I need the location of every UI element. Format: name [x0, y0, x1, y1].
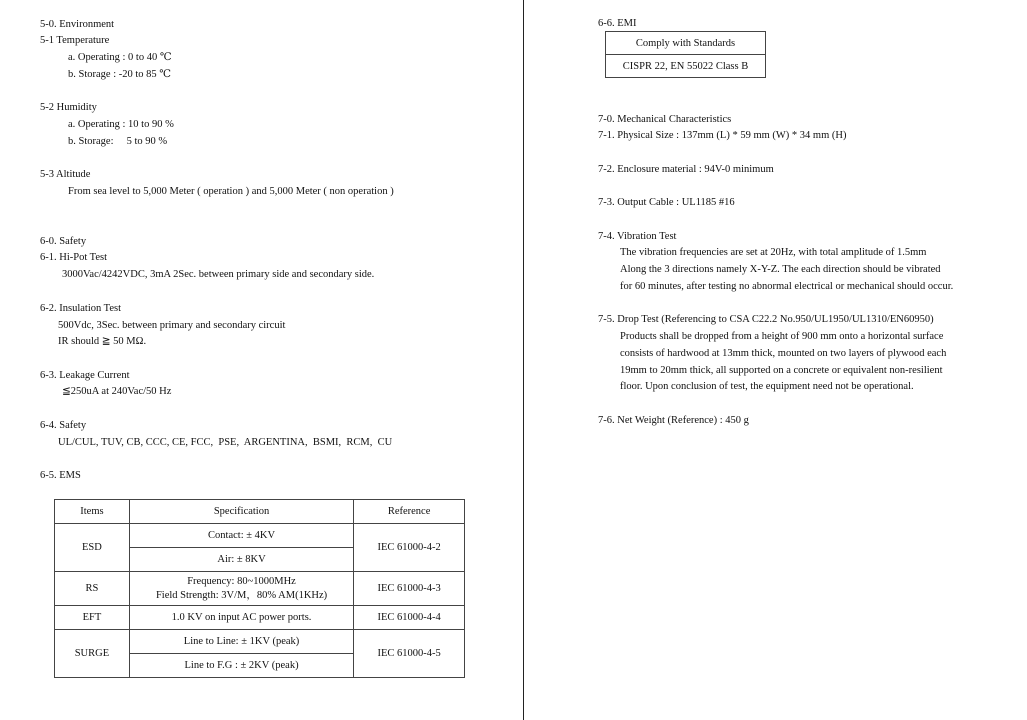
ems-rs-ref: IEC 61000-4-3 [354, 572, 465, 606]
ems-eft-item: EFT [55, 606, 130, 630]
emi-table [605, 31, 766, 78]
ems-rs-item: RS [55, 572, 130, 606]
ems-surge-spec-fg: Line to F.G : ± 2KV (peak) [129, 654, 353, 678]
output-cable: 7-3. Output Cable : UL1185 #16 [598, 197, 735, 208]
temperature-heading: 5-1 Temperature [40, 35, 110, 46]
drop-test-line-1: Products shall be dropped from a height of 900 mm onto a horizontal surface [620, 331, 944, 342]
drop-test-line-2: consists of hardwood at 13mm thick, mounted on two layers of plywood each [620, 348, 947, 359]
ems-surge-item: SURGE [55, 630, 130, 678]
ems-heading: 6-5. EMS [40, 470, 81, 481]
safety-cert-heading: 6-4. Safety [40, 420, 87, 431]
humidity-storage: b. Storage: 5 to 90 % [68, 136, 168, 147]
insulation-text-2: IR should ≧ 50 MΩ. [58, 336, 147, 347]
drop-test-line-3: 19mm to 20mm thick, all supported on a concrete or equivalent non-resilient [620, 365, 943, 376]
page-divider [523, 0, 524, 720]
ems-header-items: Items [55, 500, 130, 524]
ems-rs-spec [129, 572, 353, 606]
altitude-heading: 5-3 Altitude [40, 169, 91, 180]
mechanical-heading: 7-0. Mechanical Characteristics [598, 114, 732, 125]
temp-operating: a. Operating : 0 to 40 ℃ [68, 52, 172, 63]
ems-table [54, 499, 465, 678]
emi-row-standard: CISPR 22, EN 55022 Class B [606, 55, 766, 78]
hipot-heading: 6-1. Hi-Pot Test [40, 252, 108, 263]
leakage-heading: 6-3. Leakage Current [40, 370, 130, 381]
emi-row-comply: Comply with Standards [606, 32, 766, 55]
ems-esd-spec-contact: Contact: ± 4KV [129, 524, 353, 548]
altitude-text: From sea level to 5,000 Meter ( operation ) and 5,000 Meter ( non operation ) [68, 186, 394, 197]
temp-storage: b. Storage : -20 to 85 ℃ [68, 69, 172, 80]
ems-esd-ref: IEC 61000-4-2 [354, 524, 465, 572]
drop-test-line-4: floor. Upon conclusion of test, the equipment need not be operational. [620, 381, 914, 392]
leakage-text: ≦250uA at 240Vac/50 Hz [62, 386, 172, 397]
net-weight: 7-6. Net Weight (Reference) : 450 g [598, 415, 749, 426]
ems-esd-item: ESD [55, 524, 130, 572]
vibration-line-2: Along the 3 directions namely X-Y-Z. The each direction should be vibrated [620, 264, 941, 275]
ems-surge-spec-line: Line to Line: ± 1KV (peak) [129, 630, 353, 654]
ems-rs-spec-field: Field Strength: 3V/M，80% AM(1KHz) [155, 589, 328, 601]
vibration-line-1: The vibration frequencies are set at 20Hz, with total amplitude of 1.5mm [620, 247, 927, 258]
humidity-operating: a. Operating : 10 to 90 % [68, 119, 174, 130]
physical-size: 7-1. Physical Size : 137mm (L) * 59 mm (W) * 34 mm (H) [598, 130, 847, 141]
ems-rs-spec-frequency: Frequency: 80~1000MHz [187, 575, 296, 587]
safety-heading: 6-0. Safety [40, 236, 87, 247]
ems-header-spec: Specification [129, 500, 353, 524]
ems-esd-spec-air: Air: ± 8KV [129, 548, 353, 572]
enclosure-material: 7-2. Enclosure material : 94V-0 minimum [598, 164, 774, 175]
hipot-text: 3000Vac/4242VDC, 3mA 2Sec. between primary side and secondary side. [62, 269, 375, 280]
humidity-heading: 5-2 Humidity [40, 102, 97, 113]
environment-heading: 5-0. Environment [40, 19, 115, 30]
insulation-heading: 6-2. Insulation Test [40, 303, 122, 314]
vibration-line-3: for 60 minutes, after testing no abnormal electrical or mechanical should occur. [620, 281, 954, 292]
vibration-heading: 7-4. Vibration Test [598, 231, 677, 242]
ems-header-reference: Reference [354, 500, 465, 524]
safety-cert-list: UL/CUL, TUV, CB, CCC, CE, FCC, PSE, ARGENTINA, BSMI, RCM, CU [58, 437, 393, 448]
ems-eft-ref: IEC 61000-4-4 [354, 606, 465, 630]
insulation-text-1: 500Vdc, 3Sec. between primary and secondary circuit [58, 320, 286, 331]
ems-surge-ref: IEC 61000-4-5 [354, 630, 465, 678]
drop-test-heading: 7-5. Drop Test (Referencing to CSA C22.2 No.950/UL1950/UL1310/EN60950) [598, 314, 934, 325]
ems-eft-spec: 1.0 KV on input AC power ports. [129, 606, 353, 630]
emi-heading: 6-6. EMI [598, 18, 637, 29]
